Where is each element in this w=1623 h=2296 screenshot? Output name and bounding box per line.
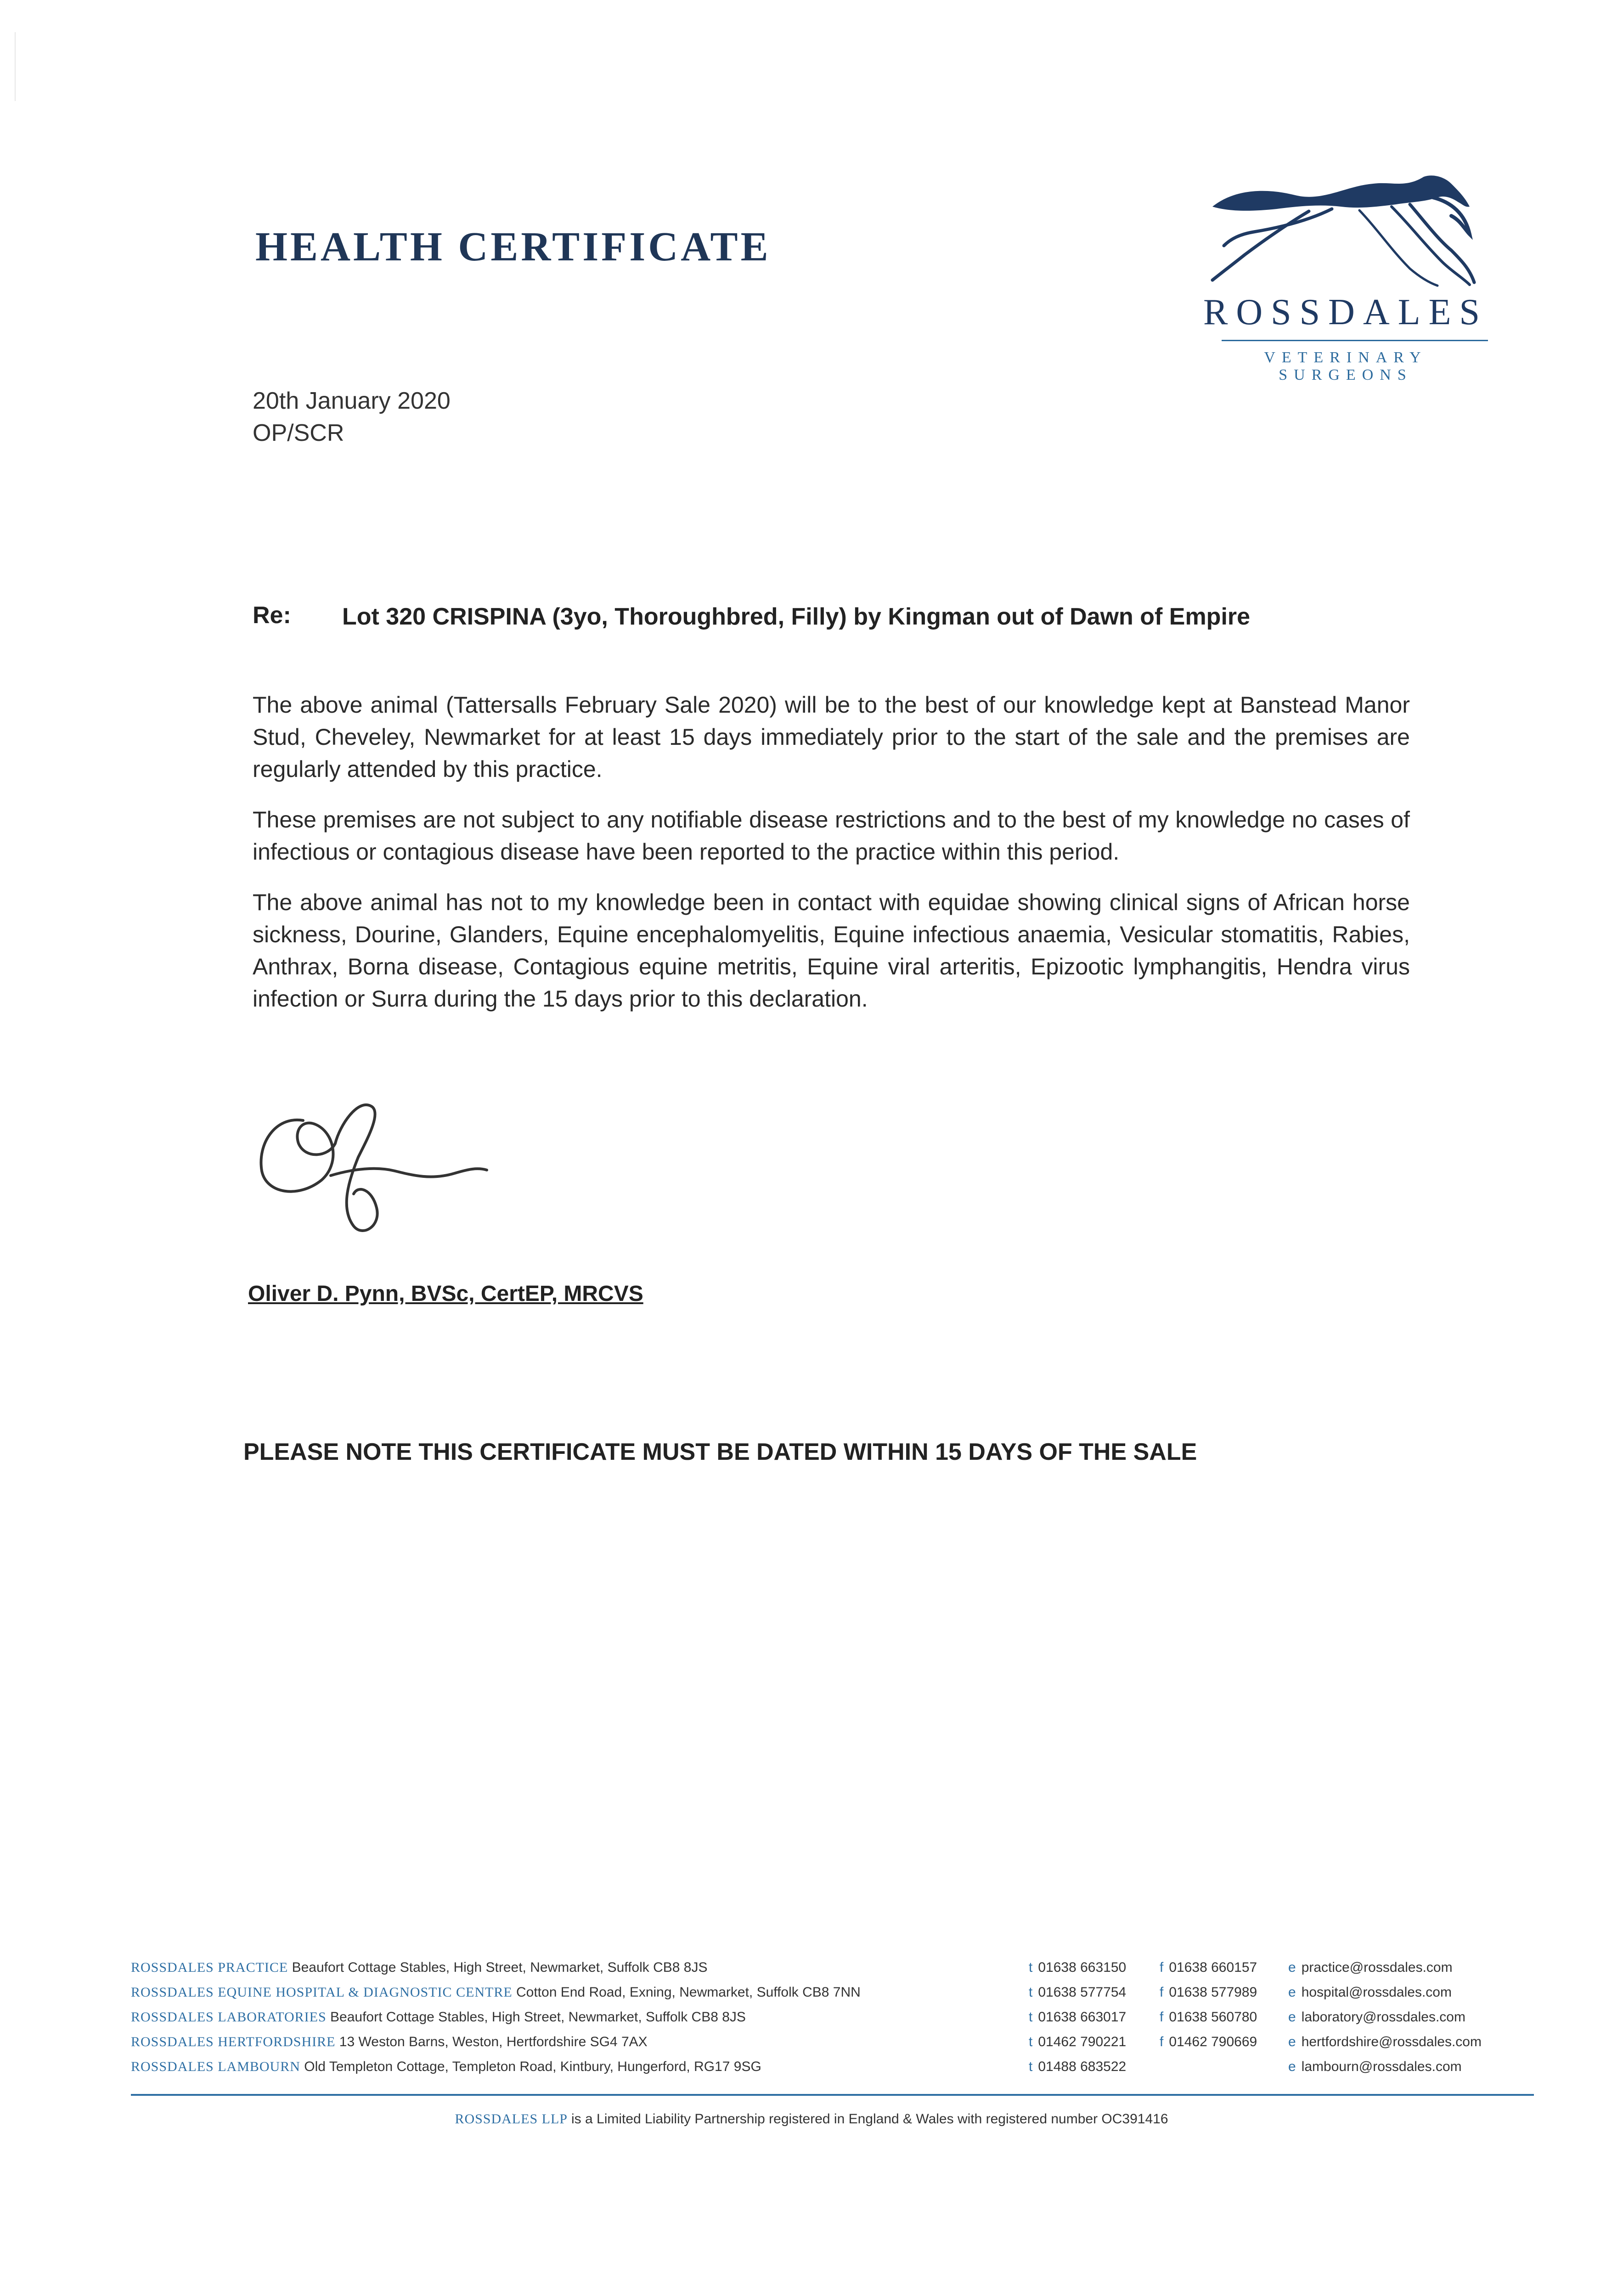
email-prefix: e bbox=[1288, 2034, 1296, 2049]
horse-logo-icon bbox=[1194, 170, 1497, 289]
email-prefix: e bbox=[1288, 2009, 1296, 2025]
footer-email: hertfordshire@rossdales.com bbox=[1301, 2034, 1482, 2049]
email-prefix: e bbox=[1288, 2059, 1296, 2074]
scan-edge-mark bbox=[15, 32, 16, 101]
footer-org: ROSSDALES HERTFORDSHIRE bbox=[131, 2034, 336, 2049]
certificate-body bbox=[253, 689, 1410, 1033]
fax-prefix: f bbox=[1160, 1985, 1164, 2000]
document-title: HEALTH CERTIFICATE bbox=[255, 224, 771, 270]
letter-reference: OP/SCR bbox=[253, 420, 344, 446]
footer-address: 13 Weston Barns, Weston, Hertfordshire SG4 7AX bbox=[339, 2034, 648, 2049]
rossdales-logo bbox=[1194, 170, 1497, 381]
footer-tel: 01462 790221 bbox=[1038, 2034, 1127, 2049]
email-prefix: e bbox=[1288, 1960, 1296, 1975]
tel-prefix: t bbox=[1029, 1985, 1033, 2000]
handwritten-signature bbox=[248, 1088, 505, 1244]
footer-email: laboratory@rossdales.com bbox=[1301, 2009, 1465, 2025]
footer-org: ROSSDALES PRACTICE bbox=[131, 1960, 288, 1975]
date-block bbox=[253, 385, 451, 449]
footer-address: Beaufort Cottage Stables, High Street, Newmarket, Suffolk CB8 8JS bbox=[292, 1960, 708, 1975]
logo-name: ROSSDALES bbox=[1203, 292, 1488, 332]
footer-fax: 01638 560780 bbox=[1169, 2009, 1257, 2025]
footer-email: practice@rossdales.com bbox=[1301, 1960, 1453, 1975]
subject-line: Lot 320 CRISPINA (3yo, Thoroughbred, Filly) by Kingman out of Dawn of Empire bbox=[342, 603, 1251, 630]
fax-prefix: f bbox=[1160, 2034, 1164, 2049]
footer-address: Beaufort Cottage Stables, High Street, Newmarket, Suffolk CB8 8JS bbox=[330, 2009, 746, 2025]
footer-org: ROSSDALES LAMBOURN bbox=[131, 2059, 300, 2074]
footer-fax: 01638 577989 bbox=[1169, 1985, 1257, 2000]
footer-row bbox=[131, 2034, 1536, 2058]
tel-prefix: t bbox=[1029, 2009, 1033, 2025]
footer-email: hospital@rossdales.com bbox=[1301, 1985, 1452, 2000]
logo-divider bbox=[1222, 340, 1488, 341]
tel-prefix: t bbox=[1029, 2034, 1033, 2049]
tel-prefix: t bbox=[1029, 2059, 1033, 2074]
footer-tel: 01638 663017 bbox=[1038, 2009, 1127, 2025]
footer-tel: 01488 683522 bbox=[1038, 2059, 1127, 2074]
body-paragraph-3: The above animal has not to my knowledge been in contact with equidae showing clinical signs of African horse sickness, Dourine, Glanders, Equine encephalomyelitis, Equine infectious anaemia, Vesicular stomatitis, Rabies, Anthrax, Borna disease, Contagious equine metritis, Equine viral arteritis, Epizootic lymphangitis, Hendra virus infection or Surra during the 15 days prior to this declaration. bbox=[253, 889, 1410, 1012]
footer-row bbox=[131, 2059, 1536, 2083]
footer-row bbox=[131, 1960, 1536, 1984]
legal-notice bbox=[0, 2111, 1623, 2127]
footer-divider bbox=[131, 2094, 1534, 2096]
footer-tel: 01638 663150 bbox=[1038, 1960, 1127, 1975]
fax-prefix: f bbox=[1160, 1960, 1164, 1975]
footer-org: ROSSDALES LABORATORIES bbox=[131, 2009, 327, 2025]
logo-subtitle: VETERINARY SURGEONS bbox=[1264, 349, 1427, 383]
subject-label: Re: bbox=[253, 602, 291, 629]
sale-date-notice: PLEASE NOTE THIS CERTIFICATE MUST BE DATED WITHIN 15 DAYS OF THE SALE bbox=[243, 1439, 1197, 1465]
signatory-name: Oliver D. Pynn, BVSc, CertEP, MRCVS bbox=[248, 1282, 643, 1306]
tel-prefix: t bbox=[1029, 1960, 1033, 1975]
footer-fax: 01462 790669 bbox=[1169, 2034, 1257, 2049]
email-prefix: e bbox=[1288, 1985, 1296, 2000]
footer-fax: 01638 660157 bbox=[1169, 1960, 1257, 1975]
signature bbox=[248, 1088, 505, 1247]
footer-email: lambourn@rossdales.com bbox=[1301, 2059, 1462, 2074]
footer-tel: 01638 577754 bbox=[1038, 1985, 1127, 2000]
footer-row bbox=[131, 2009, 1536, 2033]
body-paragraph-2: These premises are not subject to any notifiable disease restrictions and to the best of my knowledge no cases of infectious or contagious disease have been reported to the practice within this period. bbox=[253, 807, 1410, 865]
legal-org: ROSSDALES LLP bbox=[455, 2111, 568, 2127]
fax-prefix: f bbox=[1160, 2009, 1164, 2025]
legal-text: is a Limited Liability Partnership registered in England & Wales with registered number OC391416 bbox=[571, 2111, 1168, 2127]
body-paragraph-1: The above animal (Tattersalls February Sale 2020) will be to the best of our knowledge kept at Banstead Manor Stud, Cheveley, Newmarket for at least 15 days immediately prior to the start of the sale and the premises are regularly attended by this practice. bbox=[253, 692, 1410, 782]
footer-address: Old Templeton Cottage, Templeton Road, Kintbury, Hungerford, RG17 9SG bbox=[304, 2059, 761, 2074]
footer-row bbox=[131, 1985, 1536, 2009]
letter-date: 20th January 2020 bbox=[253, 388, 451, 414]
footer-org: ROSSDALES EQUINE HOSPITAL & DIAGNOSTIC CENTRE bbox=[131, 1985, 513, 2000]
footer-contacts bbox=[131, 1960, 1536, 2098]
footer-address: Cotton End Road, Exning, Newmarket, Suffolk CB8 7NN bbox=[516, 1985, 861, 2000]
